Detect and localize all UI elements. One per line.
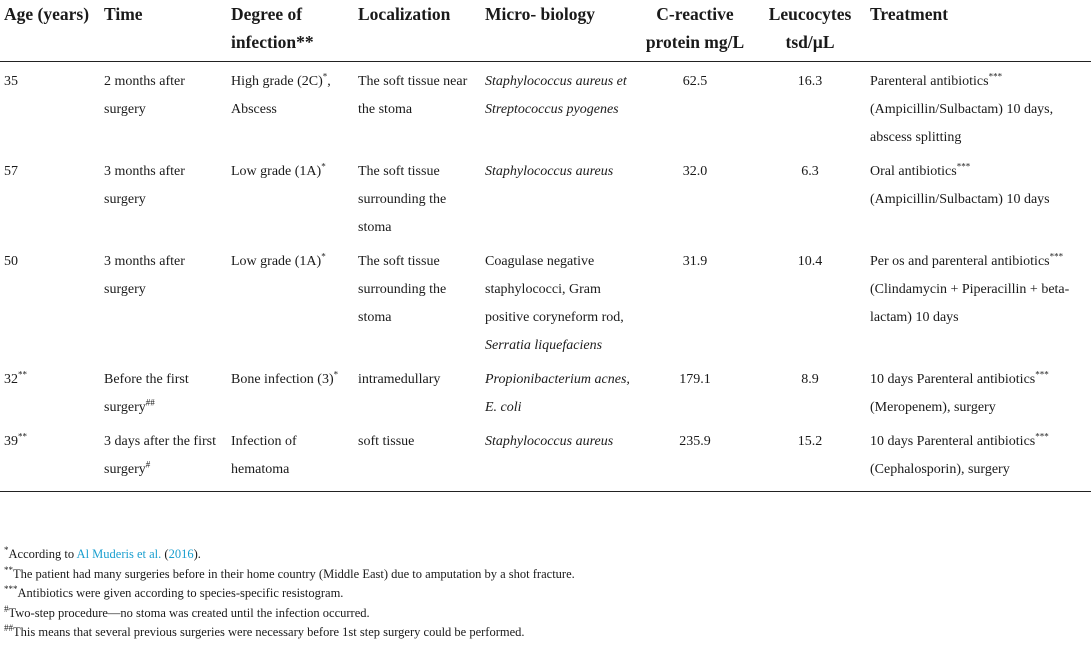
- header-degree: Degree of infection**: [231, 4, 314, 52]
- cell-localization: The soft tissue near the stoma: [358, 74, 468, 117]
- cell-degree: Bone infection (3)*: [231, 369, 339, 387]
- table-row: [0, 360, 1091, 422]
- cell-treatment: Per os and parenteral antibiotics*** (Clindamycin + Piperacillin + beta-lactam) 10 days: [870, 251, 1070, 325]
- table-row: [0, 62, 1091, 153]
- header-age: Age (years): [4, 4, 90, 24]
- header-time: Time: [104, 4, 143, 24]
- cell-localization: The soft tissue surrounding the stoma: [358, 164, 447, 235]
- cell-degree: Infection of hematoma: [231, 434, 297, 477]
- cell-degree: Low grade (1A)*: [231, 161, 326, 179]
- cell-age: 32**: [4, 369, 27, 387]
- cell-leucocytes: 16.3: [797, 74, 823, 89]
- cell-time: 3 months after surgery: [104, 254, 185, 297]
- cell-age: 35: [4, 74, 18, 89]
- cell-leucocytes: 10.4: [797, 254, 823, 269]
- cell-localization: intramedullary: [358, 372, 441, 387]
- header-row: [0, 0, 1091, 62]
- cell-microbiology: Staphylococcus aureus: [485, 164, 614, 179]
- cell-crp: 179.1: [679, 372, 711, 387]
- cell-microbiology: Coagulase negative staphylococci, Gram positive coryneform rod, Serratia liquefaciens: [485, 254, 624, 353]
- cell-crp: 32.0: [682, 164, 708, 179]
- cell-treatment: Parenteral antibiotics*** (Ampicillin/Sulbactam) 10 days, abscess splitting: [870, 71, 1054, 145]
- cell-microbiology: Staphylococcus aureus: [485, 434, 614, 449]
- header-treatment: Treatment: [870, 4, 949, 24]
- cell-leucocytes: 6.3: [801, 164, 819, 179]
- cell-degree: High grade (2C)*, Abscess: [231, 71, 331, 117]
- table-footnotes: [4, 545, 1084, 643]
- cell-degree: Low grade (1A)*: [231, 251, 326, 269]
- header-microbiology: Micro- biology: [485, 4, 596, 24]
- cell-leucocytes: 15.2: [797, 434, 823, 449]
- citation-year-link[interactable]: 2016: [168, 547, 194, 561]
- header-leucocytes: Leucocytes tsd/µL: [768, 4, 852, 52]
- cell-microbiology: Staphylococcus aureus et Streptococcus pyogenes: [485, 74, 627, 117]
- cell-crp: 235.9: [679, 434, 711, 449]
- table-row: [0, 242, 1091, 360]
- cell-treatment: 10 days Parenteral antibiotics*** (Meropenem), surgery: [870, 369, 1049, 415]
- cell-treatment: 10 days Parenteral antibiotics*** (Cephalosporin), surgery: [870, 431, 1049, 477]
- header-localization: Localization: [358, 4, 451, 24]
- cell-localization: The soft tissue surrounding the stoma: [358, 254, 447, 325]
- footnote: *According to Al Muderis et al. (2016).: [4, 544, 201, 561]
- footnote: ##This means that several previous surgeries were necessary before 1st step surgery could be performed.: [4, 623, 525, 640]
- citation-link[interactable]: Al Muderis et al.: [76, 547, 162, 561]
- cell-localization: soft tissue: [358, 434, 415, 449]
- cell-treatment: Oral antibiotics*** (Ampicillin/Sulbactam) 10 days: [870, 161, 1050, 207]
- table-row: [0, 422, 1091, 492]
- cell-crp: 31.9: [682, 254, 708, 269]
- cell-time: Before the first surgery##: [104, 372, 189, 415]
- cell-age: 57: [4, 164, 18, 179]
- cell-leucocytes: 8.9: [801, 372, 819, 387]
- cell-microbiology: Propionibacterium acnes, E. coli: [485, 372, 630, 415]
- footnote: **The patient had many surgeries before in their home country (Middle East) due to amputation by a shot fracture.: [4, 564, 575, 581]
- cell-crp: 62.5: [682, 74, 708, 89]
- cell-time: 3 days after the first surgery#: [104, 434, 216, 477]
- cell-age: 50: [4, 254, 18, 269]
- cell-age: 39**: [4, 431, 27, 449]
- cell-time: 3 months after surgery: [104, 164, 185, 207]
- cell-time: 2 months after surgery: [104, 74, 185, 117]
- header-crp: C-reactive protein mg/L: [645, 4, 745, 52]
- footnote: ***Antibiotics were given according to species-specific resistogram.: [4, 584, 344, 601]
- footnote: #Two-step procedure—no stoma was created until the infection occurred.: [4, 603, 370, 620]
- table-row: [0, 152, 1091, 242]
